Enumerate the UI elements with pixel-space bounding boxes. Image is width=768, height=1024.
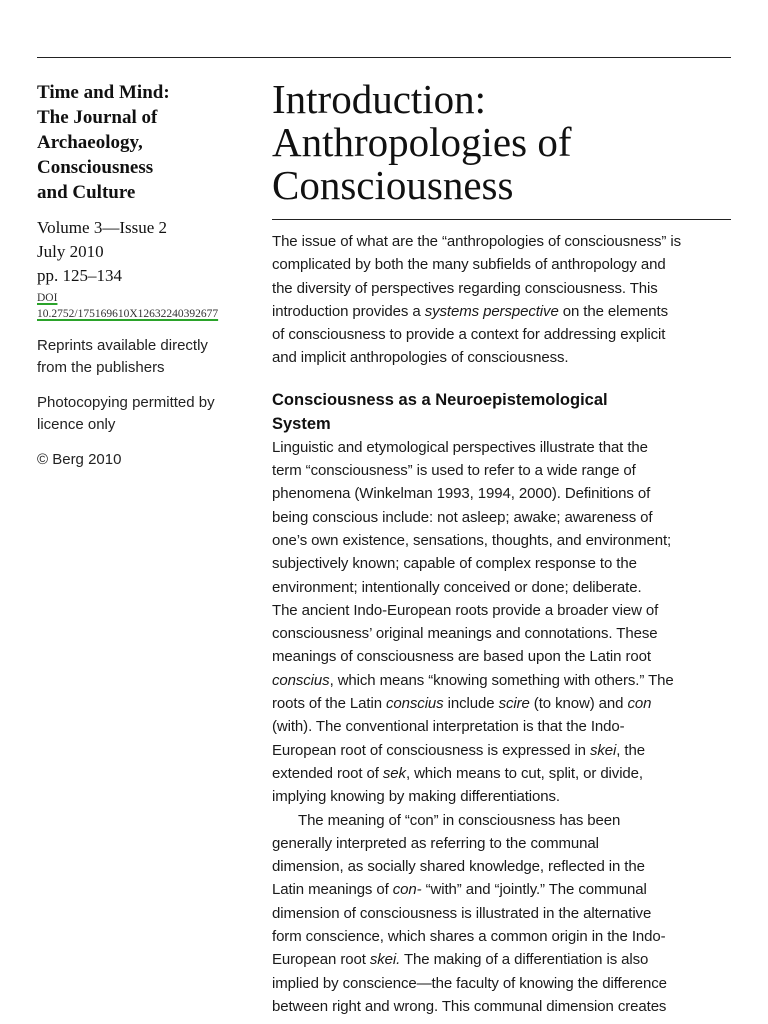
- doi-link[interactable]: [37, 290, 247, 322]
- text-run: European root of consciousness is expressed in: [272, 741, 590, 759]
- text-run: on the elements: [558, 302, 668, 320]
- reprints-note: [37, 335, 247, 379]
- italic-run: con: [627, 695, 652, 713]
- text-run: roots of the Latin: [272, 695, 387, 713]
- text-run: extended root of: [272, 764, 383, 782]
- page-range: pp. 125–134: [37, 266, 122, 285]
- abstract-line: The issue of what are the “anthropologies of consciousness” is: [272, 233, 682, 250]
- abstract: [272, 230, 734, 370]
- body-line: between right and wrong. This communal dimension creates: [272, 997, 667, 1015]
- body-line: consciousness’ original meanings and connotations. These: [272, 625, 658, 643]
- journal-title-line: The Journal of: [37, 107, 158, 128]
- journal-title-line: and Culture: [37, 182, 136, 203]
- text-run: , the: [616, 741, 645, 759]
- journal-title: [37, 80, 247, 205]
- body-line: environment; intentionally conceived or done; deliberate.: [272, 578, 642, 596]
- body-line: one’s own existence, sensations, thoughts, and environment;: [272, 531, 672, 549]
- text-run: introduction provides a: [272, 302, 425, 320]
- italic-run: skei.: [369, 951, 401, 969]
- body-line: The meaning of “con” in consciousness has been: [298, 811, 621, 829]
- body-line: (with). The conventional interpretation is that the Indo-: [272, 718, 625, 736]
- article-main: [272, 78, 734, 1018]
- photocopying-line: Photocopying permitted by: [37, 394, 215, 411]
- section-heading-line: System: [272, 414, 331, 433]
- body-line: meanings of consciousness are based upon the Latin root: [272, 648, 651, 666]
- body-line: [272, 692, 734, 715]
- text-run: “with” and “jointly.” The communal: [421, 881, 647, 899]
- italic-run: conscius: [272, 671, 330, 689]
- body-line: [272, 878, 734, 901]
- italic-run: systems perspective: [424, 302, 559, 320]
- body-line: generally interpreted as referring to the communal: [272, 834, 599, 852]
- abstract-line: [272, 300, 734, 323]
- issue-info: [37, 216, 247, 288]
- abstract-line: and implicit anthropologies of consciousness.: [272, 349, 569, 367]
- body-line: dimension, as socially shared knowledge, reflected in the: [272, 858, 645, 876]
- journal-title-line: Time and Mind:: [37, 82, 170, 103]
- text-run: European root: [272, 951, 370, 969]
- text-run: (to know) and: [529, 695, 628, 713]
- section-heading: [272, 388, 734, 436]
- text-run: include: [443, 695, 499, 713]
- doi-value[interactable]: 10.2752/175169610X12632240392677: [37, 308, 219, 320]
- issue-date: July 2010: [37, 242, 104, 261]
- body-line: [272, 739, 734, 762]
- copyright: © Berg 2010: [37, 451, 122, 468]
- title-line: Anthropologies of: [272, 119, 572, 165]
- body-line: being conscious include: not asleep; awake; awareness of: [272, 508, 653, 526]
- abstract-line: complicated by both the many subfields of anthropology and: [272, 256, 666, 274]
- body-paragraph-1: [272, 436, 734, 809]
- body-line: dimension of consciousness is illustrated in the alternative: [272, 904, 652, 922]
- body-line: implying knowing by making differentiations.: [272, 788, 560, 806]
- photocopying-note: [37, 392, 247, 436]
- title-line: Introduction:: [272, 76, 487, 122]
- doi-label[interactable]: DOI: [37, 292, 58, 304]
- photocopying-line: licence only: [37, 416, 116, 433]
- body-line: [272, 948, 734, 971]
- text-run: , which means “knowing something with others.” The: [329, 671, 674, 689]
- text-run: , which means to cut, split, or divide,: [405, 764, 643, 782]
- body-line: The ancient Indo-European roots provide a broader view of: [272, 601, 659, 619]
- body-line: implied by conscience—the faculty of knowing the difference: [272, 974, 667, 992]
- article-title: [272, 78, 734, 207]
- italic-run: con-: [392, 881, 422, 899]
- reprints-line: from the publishers: [37, 359, 165, 376]
- body-line: phenomena (Winkelman 1993, 1994, 2000). Definitions of: [272, 485, 651, 503]
- section-heading-line: Consciousness as a Neuroepistemological: [272, 390, 608, 409]
- body-line: term “consciousness” is used to refer to a wide range of: [272, 462, 636, 480]
- italic-run: sek: [382, 764, 406, 782]
- title-rule: [272, 219, 731, 220]
- italic-run: conscius: [386, 695, 444, 713]
- copyright-note: [37, 449, 247, 471]
- body-line: Linguistic and etymological perspectives illustrate that the: [272, 438, 648, 456]
- top-rule: [37, 57, 731, 58]
- body-line: form conscience, which shares a common origin in the Indo-: [272, 928, 666, 946]
- reprints-line: Reprints available directly: [37, 337, 208, 354]
- journal-sidebar: [37, 80, 247, 471]
- italic-run: scire: [498, 695, 530, 713]
- abstract-line: of consciousness to provide a context for addressing explicit: [272, 326, 666, 344]
- abstract-line: the diversity of perspectives regarding consciousness. This: [272, 279, 658, 297]
- text-run: Latin meanings of: [272, 881, 393, 899]
- body-line: subjectively known; capable of complex response to the: [272, 555, 637, 573]
- body-line: [272, 762, 734, 785]
- italic-run: skei: [589, 741, 617, 759]
- title-line: Consciousness: [272, 162, 514, 208]
- text-run: The making of a differentiation is also: [400, 951, 649, 969]
- body-line: [272, 669, 734, 692]
- volume-issue: Volume 3—Issue 2: [37, 218, 168, 237]
- journal-title-line: Consciousness: [37, 157, 154, 178]
- body-paragraph-2: [272, 809, 734, 1019]
- journal-title-line: Archaeology,: [37, 132, 143, 153]
